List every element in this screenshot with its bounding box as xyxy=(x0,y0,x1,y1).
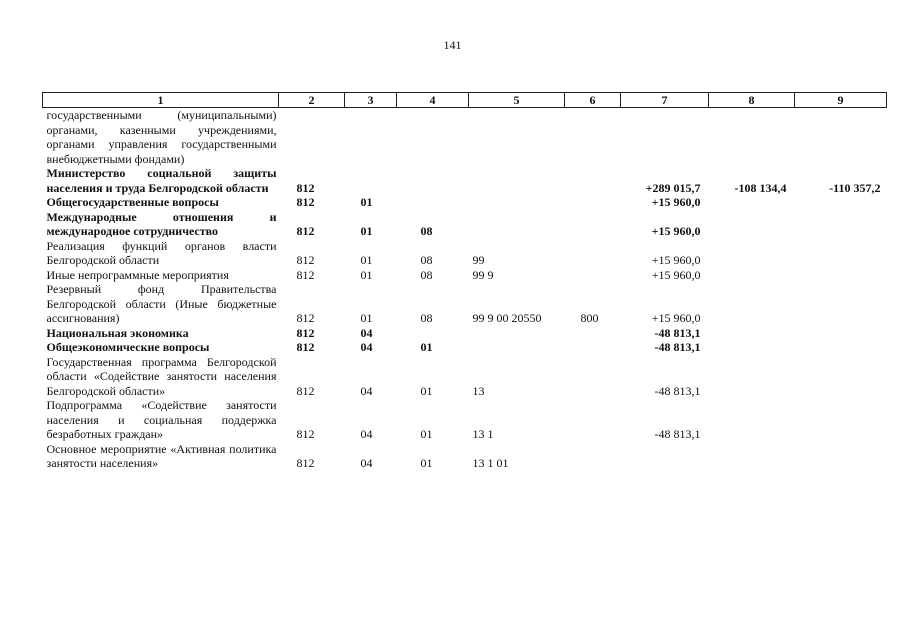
cell-c9 xyxy=(795,195,887,210)
row-name: Иные непрограммные мероприятия xyxy=(46,267,229,282)
cell-c5 xyxy=(469,210,565,239)
cell-c2: 812 xyxy=(296,427,315,441)
cell-c2: 812 xyxy=(296,340,315,354)
row-name: Подпрограмма «Содействие занятости населения и социальная поддержка безработных граждан» xyxy=(46,398,277,441)
cell-c7: -48 813,1 xyxy=(654,340,701,354)
row-name: Реализация функций органов власти Белгородской области xyxy=(46,238,277,267)
budget-table xyxy=(42,92,887,471)
cell-c5: 13 xyxy=(472,383,485,398)
table-row xyxy=(43,108,887,167)
cell-c5: 99 9 00 20550 xyxy=(472,311,542,325)
column-header: 1 xyxy=(43,93,279,108)
cell-c9 xyxy=(795,340,887,355)
cell-c6 xyxy=(565,239,621,268)
cell-c4: 01 xyxy=(420,340,433,354)
cell-c9 xyxy=(795,355,887,399)
table-row xyxy=(43,195,887,210)
table-row xyxy=(43,282,887,326)
row-name: Государственная программа Белгородской области «Содействие занятости населения Белгородской области» xyxy=(46,354,277,398)
cell-c5: 13 1 xyxy=(472,427,494,441)
row-name: Общеэкономические вопросы xyxy=(46,340,210,354)
cell-c8 xyxy=(709,239,795,268)
cell-c6 xyxy=(565,442,621,471)
cell-c3: 01 xyxy=(360,195,373,209)
cell-c6 xyxy=(565,326,621,341)
table-body xyxy=(43,108,887,471)
cell-c2: 812 xyxy=(296,325,315,340)
table-row xyxy=(43,442,887,471)
cell-c4: 08 xyxy=(420,311,433,325)
cell-c3: 04 xyxy=(360,427,373,441)
table-row xyxy=(43,166,887,195)
table-row xyxy=(43,340,887,355)
cell-c9 xyxy=(795,108,887,167)
cell-c7: +15 960,0 xyxy=(651,224,701,238)
cell-c8 xyxy=(709,108,795,167)
cell-c4: 01 xyxy=(420,427,433,441)
cell-c8 xyxy=(709,195,795,210)
cell-c5 xyxy=(469,166,565,195)
cell-c3: 04 xyxy=(360,340,373,354)
cell-c8 xyxy=(709,442,795,471)
cell-c6 xyxy=(565,398,621,442)
page-number: 141 xyxy=(443,38,462,52)
column-header: 2 xyxy=(279,93,345,108)
cell-c6 xyxy=(565,268,621,283)
row-name: Национальная экономика xyxy=(46,325,189,340)
cell-c9 xyxy=(795,282,887,326)
cell-c2: 812 xyxy=(296,224,315,238)
table-row xyxy=(43,210,887,239)
cell-c3: 04 xyxy=(360,383,373,398)
cell-c2: 812 xyxy=(296,267,315,282)
row-name: Общегосударственные вопросы xyxy=(46,195,219,209)
cell-c2 xyxy=(279,108,345,167)
row-name: государственными (муниципальными) органами, казенными учреждениями, органами управления государственными внебюджетными фондами) xyxy=(46,108,277,166)
cell-c2: 812 xyxy=(296,195,315,209)
cell-c6 xyxy=(565,195,621,210)
cell-c9 xyxy=(795,326,887,341)
column-header: 3 xyxy=(345,93,397,108)
cell-c8 xyxy=(709,326,795,341)
cell-c5: 13 1 01 xyxy=(472,456,509,470)
cell-c3: 01 xyxy=(360,267,373,282)
cell-c5 xyxy=(469,108,565,167)
cell-c7: +15 960,0 xyxy=(651,311,701,325)
header-row xyxy=(43,93,887,108)
cell-c7: -48 813,1 xyxy=(654,383,701,398)
cell-c2: 812 xyxy=(296,456,315,470)
cell-c2: 812 xyxy=(296,311,315,325)
table-row xyxy=(43,326,887,341)
cell-c4 xyxy=(397,166,469,195)
cell-c7: -48 813,1 xyxy=(654,325,701,340)
cell-c4 xyxy=(397,195,469,210)
column-header: 5 xyxy=(469,93,565,108)
row-name: Министерство социальной защиты населения и труда Белгородской области xyxy=(46,166,277,195)
cell-c8 xyxy=(709,268,795,283)
cell-c4 xyxy=(397,108,469,167)
table-row xyxy=(43,355,887,399)
cell-c7 xyxy=(621,108,709,167)
cell-c4: 08 xyxy=(420,224,433,238)
cell-c8 xyxy=(709,340,795,355)
cell-c8: -108 134,4 xyxy=(734,180,787,195)
cell-c9 xyxy=(795,239,887,268)
row-name: Резервный фонд Правительства Белгородской области (Иные бюджетные ассигнования) xyxy=(46,282,277,325)
cell-c6 xyxy=(565,340,621,355)
table-row xyxy=(43,239,887,268)
cell-c4: 01 xyxy=(420,383,433,398)
cell-c7: +289 015,7 xyxy=(645,180,701,195)
cell-c9 xyxy=(795,210,887,239)
cell-c5 xyxy=(469,195,565,210)
cell-c3: 04 xyxy=(360,325,373,340)
column-header: 4 xyxy=(397,93,469,108)
cell-c3: 01 xyxy=(360,311,373,325)
cell-c6 xyxy=(565,108,621,167)
column-header: 8 xyxy=(709,93,795,108)
cell-c4 xyxy=(397,326,469,341)
cell-c3: 01 xyxy=(360,253,373,267)
table-row xyxy=(43,268,887,283)
cell-c9 xyxy=(795,442,887,471)
cell-c3: 04 xyxy=(360,456,373,470)
column-header: 6 xyxy=(565,93,621,108)
cell-c6 xyxy=(565,355,621,399)
cell-c4: 01 xyxy=(420,456,433,470)
cell-c8 xyxy=(709,282,795,326)
row-name: Основное мероприятие «Активная политика занятости населения» xyxy=(46,441,277,470)
cell-c7 xyxy=(621,442,709,471)
cell-c3 xyxy=(345,166,397,195)
cell-c2: 812 xyxy=(296,253,315,267)
cell-c7: -48 813,1 xyxy=(654,427,701,441)
cell-c7: +15 960,0 xyxy=(651,195,701,209)
cell-c6 xyxy=(565,166,621,195)
cell-c9 xyxy=(795,268,887,283)
cell-c5: 99 xyxy=(472,253,485,267)
cell-c7: +15 960,0 xyxy=(651,267,701,282)
cell-c3: 01 xyxy=(360,224,373,238)
cell-c8 xyxy=(709,210,795,239)
cell-c4: 08 xyxy=(420,267,433,282)
cell-c9: -110 357,2 xyxy=(829,180,881,195)
cell-c6 xyxy=(565,210,621,239)
cell-c3 xyxy=(345,108,397,167)
cell-c5 xyxy=(469,326,565,341)
cell-c9 xyxy=(795,398,887,442)
cell-c7: +15 960,0 xyxy=(651,253,701,267)
cell-c4: 08 xyxy=(420,253,433,267)
column-header: 7 xyxy=(621,93,709,108)
cell-c8 xyxy=(709,398,795,442)
cell-c8 xyxy=(709,355,795,399)
cell-c2: 812 xyxy=(296,383,315,398)
cell-c6: 800 xyxy=(580,311,599,325)
column-header: 9 xyxy=(795,93,887,108)
cell-c5 xyxy=(469,340,565,355)
cell-c5: 99 9 xyxy=(472,267,494,282)
table-row xyxy=(43,398,887,442)
cell-c2: 812 xyxy=(296,180,315,195)
row-name: Международные отношения и международное сотрудничество xyxy=(46,209,277,238)
